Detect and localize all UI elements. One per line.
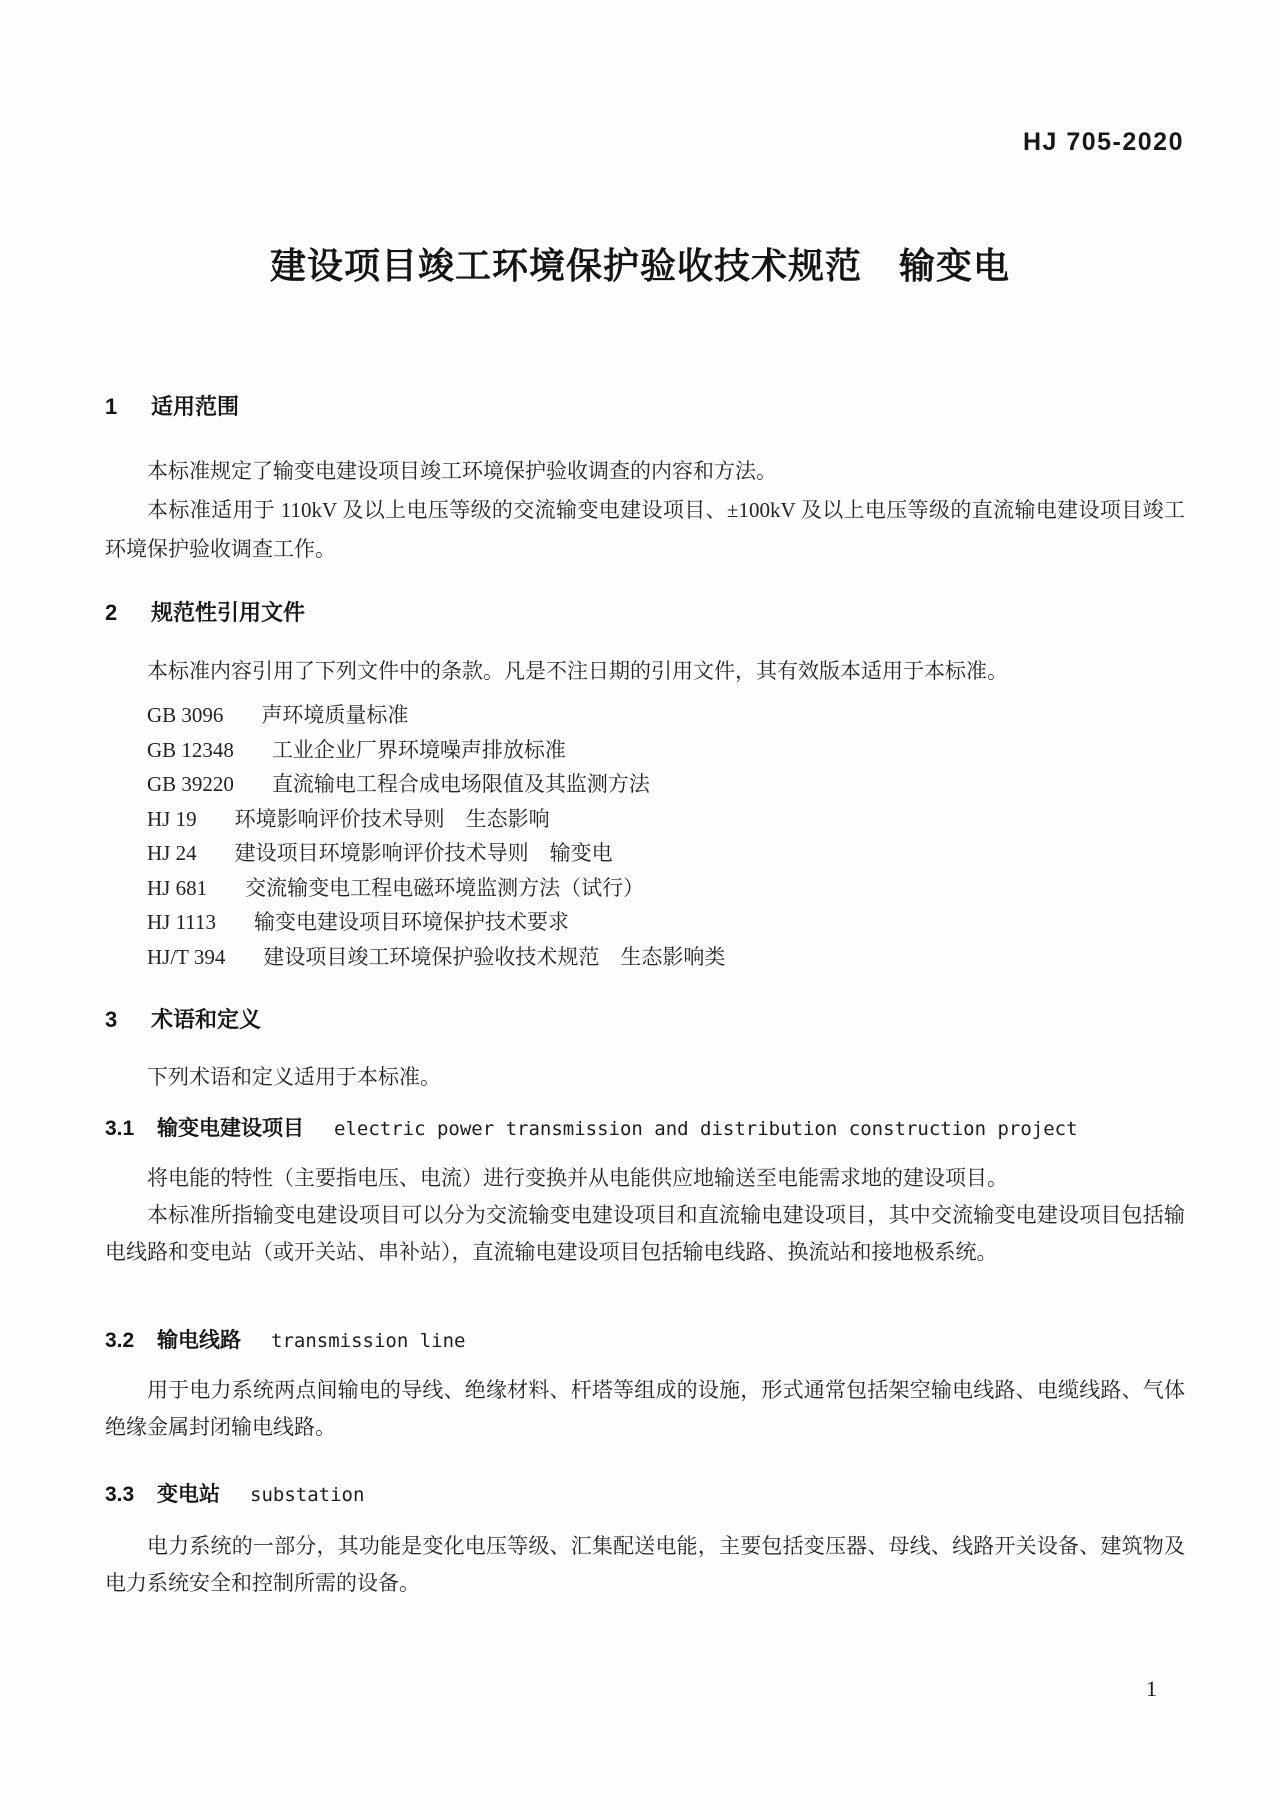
section-number: 2 [105, 600, 118, 625]
reference-title: 交流输变电工程电磁环境监测方法（试行） [245, 875, 645, 900]
page-number: 1 [1146, 1676, 1157, 1701]
section-2-intro [105, 652, 1185, 691]
paragraph: 用于电力系统两点间输电的导线、绝缘材料、杆塔等组成的设施，形式通常包括架空输电线路、电缆线路、气体绝缘金属封闭输电线路。 [105, 1378, 1185, 1439]
term-definition [105, 1160, 1185, 1271]
paragraph: 本标准规定了输变电建设项目竣工环境保护验收调查的内容和方法。 [147, 459, 777, 483]
reference-title: 声环境质量标准 [261, 703, 409, 727]
term-heading [105, 1324, 465, 1354]
standard-number: HJ 705-2020 [1022, 128, 1184, 156]
section-1-body [105, 452, 1185, 569]
section-1-heading [105, 390, 239, 421]
section-3-heading [105, 1003, 261, 1034]
term-heading [105, 1112, 1078, 1142]
term-name-en: substation [250, 1484, 365, 1506]
reference-item [147, 940, 1185, 975]
reference-title: 输变电建设项目环境保护技术要求 [254, 910, 570, 934]
term-name-zh: 输变电建设项目 [157, 1117, 304, 1140]
section-title: 规范性引用文件 [151, 600, 306, 625]
paragraph: 本标准所指输变电建设项目可以分为交流输变电建设项目和直流输电建设项目，其中交流输变电建设项目包括输电线路和变电站（或开关站、串补站），直流输电建设项目包括输电线路、换流站和接地极系统。 [105, 1203, 1185, 1264]
reference-code: GB 3096 [147, 703, 224, 727]
section-number: 3 [105, 1007, 118, 1032]
term-name-zh: 变电站 [157, 1483, 220, 1506]
reference-code: HJ 681 [147, 875, 208, 900]
paragraph: 本标准适用于 110kV 及以上电压等级的交流输变电建设项目、±100kV 及以上电压等级的直流输电建设项目竣工环境保护验收调查工作。 [105, 498, 1185, 561]
term-number: 3.2 [105, 1329, 135, 1352]
reference-title: 工业企业厂界环境噪声排放标准 [271, 737, 566, 762]
reference-title: 建设项目竣工环境保护验收技术规范 生态影响类 [263, 944, 726, 969]
reference-item [147, 698, 1185, 733]
reference-code: HJ 24 [147, 841, 197, 865]
reference-list [147, 698, 1185, 974]
paragraph: 本标准内容引用了下列文件中的条款。凡是不注日期的引用文件，其有效版本适用于本标准。 [147, 659, 1008, 683]
term-heading [105, 1478, 364, 1508]
section-title: 术语和定义 [151, 1007, 262, 1032]
term-definition [105, 1528, 1185, 1602]
section-3-intro [105, 1058, 1185, 1097]
term-name-en: transmission line [271, 1330, 466, 1352]
section-title: 适用范围 [151, 394, 240, 419]
paragraph: 下列术语和定义适用于本标准。 [147, 1065, 441, 1089]
reference-item [147, 871, 1185, 906]
reference-item [147, 802, 1185, 837]
document-title: 建设项目竣工环境保护验收技术规范 输变电 [269, 245, 1010, 286]
term-name-en: electric power transmission and distribution construction project [334, 1118, 1078, 1140]
reference-code: HJ/T 394 [147, 944, 226, 969]
term-name-zh: 输电线路 [157, 1329, 241, 1352]
term-definition [105, 1372, 1185, 1446]
reference-item [147, 836, 1185, 871]
reference-item [147, 733, 1185, 768]
reference-code: HJ 1113 [147, 910, 217, 934]
paragraph: 电力系统的一部分，其功能是变化电压等级、汇集配送电能，主要包括变压器、母线、线路开关设备、建筑物及电力系统安全和控制所需的设备。 [105, 1534, 1185, 1595]
reference-code: GB 39220 [147, 772, 234, 796]
term-number: 3.1 [105, 1117, 135, 1140]
reference-title: 建设项目环境影响评价技术导则 输变电 [234, 841, 613, 865]
section-2-heading [105, 596, 305, 627]
reference-title: 环境影响评价技术导则 生态影响 [234, 806, 550, 831]
reference-item [147, 905, 1185, 940]
section-number: 1 [105, 394, 118, 419]
term-number: 3.3 [105, 1483, 135, 1506]
reference-code: GB 12348 [147, 737, 234, 762]
reference-item [147, 767, 1185, 802]
paragraph: 将电能的特性（主要指电压、电流）进行变换并从电能供应地输送至电能需求地的建设项目。 [147, 1166, 1008, 1190]
reference-code: HJ 19 [147, 806, 197, 831]
reference-title: 直流输电工程合成电场限值及其监测方法 [271, 772, 650, 796]
